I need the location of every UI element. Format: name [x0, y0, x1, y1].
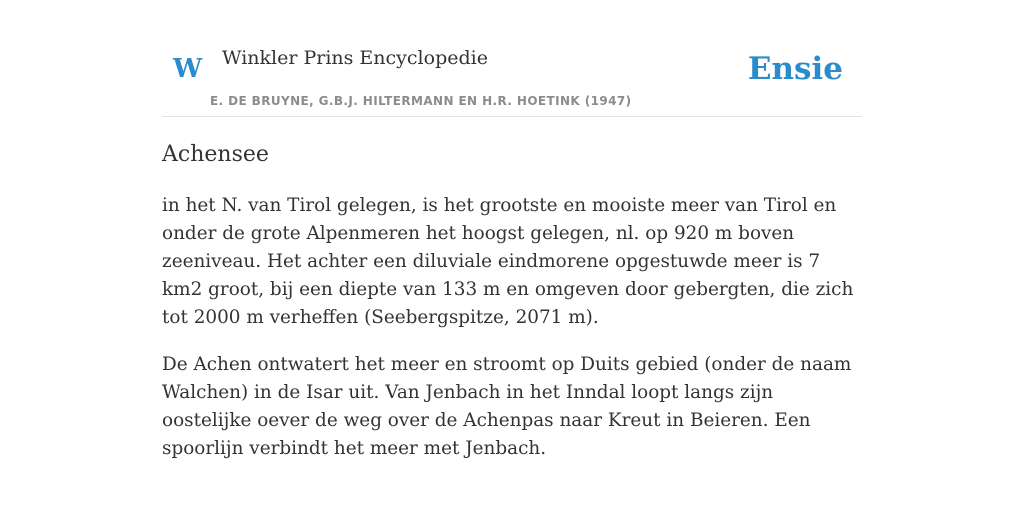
source-header — [162, 0, 862, 117]
entry-body — [162, 192, 862, 482]
source-title: Winkler Prins Encyclopedie — [222, 47, 488, 69]
page — [162, 0, 862, 459]
entry-title: Achensee — [162, 142, 269, 167]
ensie-logo-link[interactable]: Ensie — [747, 51, 843, 87]
source-authors: E. DE BRUYNE, G.B.J. HILTERMANN EN H.R. HOETINK (1947) — [210, 94, 632, 108]
entry-paragraph: in het N. van Tirol gelegen, is het grootste en mooiste meer van Tirol en onder de grote Alpenmeren het hoogst gelegen, nl. op 920 m boven zeeniveau. Het achter een diluviale eindmorene opgestuwde meer is 7 km2 groot, bij een diepte van 133 m en omgeven door gebergten, die zich tot 2000 m verheffen (Seebergspitze, 2071 m). — [162, 195, 854, 328]
entry-paragraph: De Achen ontwatert het meer en stroomt op Duits gebied (onder de naam Walchen) in de Isar uit. Van Jenbach in het Inndal loopt langs zijn oostelijke oever de weg over de Achenpas naar Kreut in Beieren. Een spoorlijn verbindt het meer met Jenbach. — [162, 354, 852, 459]
winkler-prins-logo: W — [173, 54, 203, 84]
